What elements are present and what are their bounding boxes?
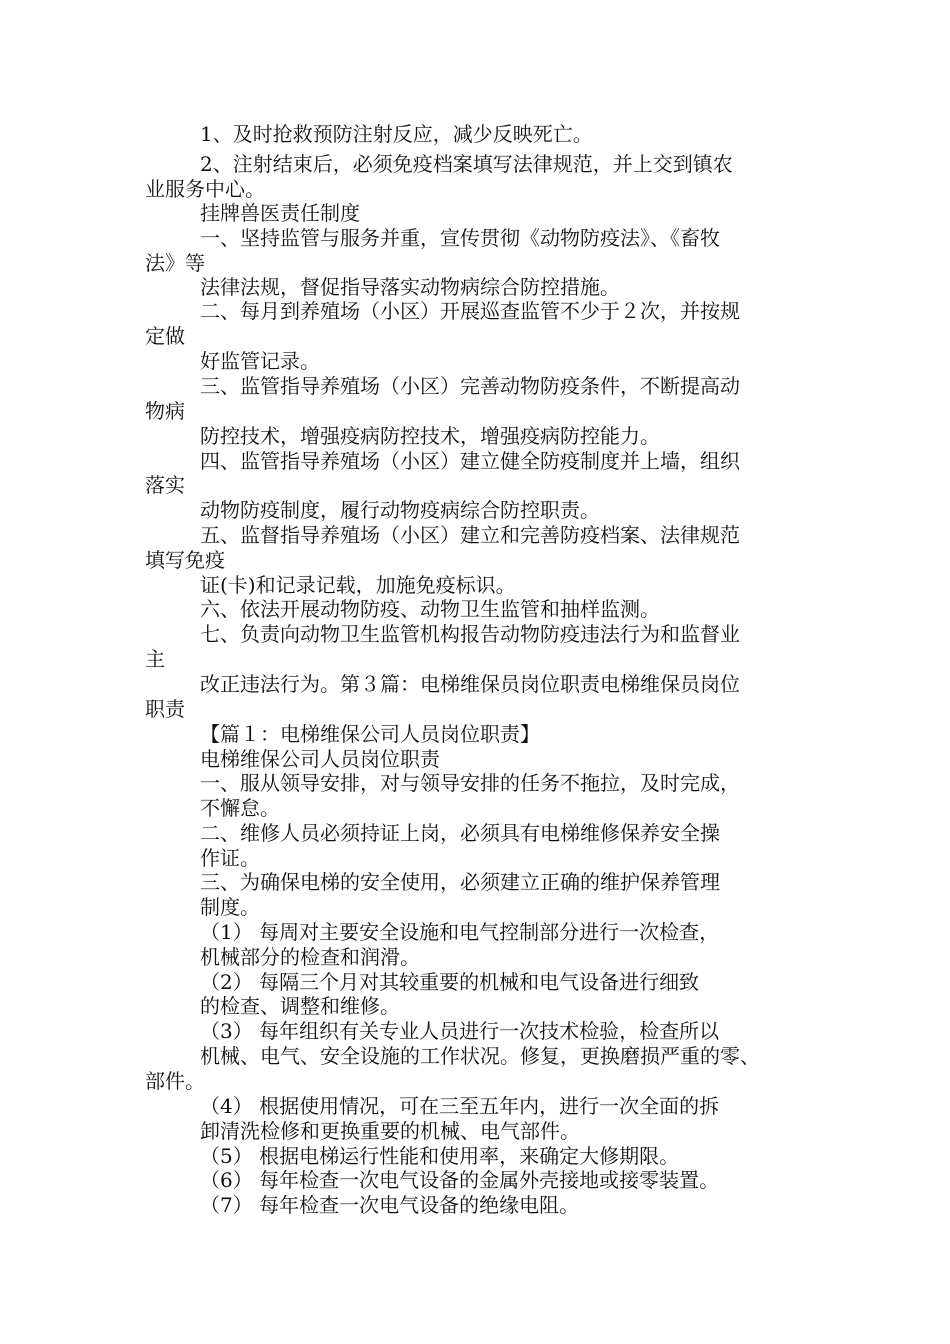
paragraph-line: 定做 — [145, 324, 185, 348]
list-item: （3） 每年组织有关专业人员进行一次技术检验，检查所以 — [200, 1019, 720, 1043]
paragraph-line: 三、监管指导养殖场（小区）完善动物防疫条件，不断提高动 — [200, 374, 740, 398]
paragraph-line: 一、服从领导安排，对与领导安排的任务不拖拉，及时完成， — [200, 771, 740, 795]
paragraph-line: 业服务中心。 — [145, 177, 265, 201]
paragraph-line: 落实 — [145, 473, 185, 497]
paragraph-line: 一、坚持监管与服务并重，宣传贯彻《动物防疫法》、《畜牧 — [200, 226, 720, 250]
paragraph-line: 2、注射结束后，必须免疫档案填写法律规范，并上交到镇农 — [200, 152, 733, 176]
list-item: （2） 每隔三个月对其较重要的机械和电气设备进行细致 — [200, 970, 700, 994]
list-item: （1） 每周对主要安全设施和电气控制部分进行一次检查， — [200, 920, 720, 944]
paragraph-line: 证(卡)和记录记载，加施免疫标识。 — [200, 573, 516, 597]
paragraph-line: 物病 — [145, 399, 185, 423]
section-heading: 电梯维保公司人员岗位职责 — [200, 747, 440, 771]
paragraph-line: 法》等 — [145, 251, 205, 275]
paragraph-line: 五、监督指导养殖场（小区）建立和完善防疫档案、法律规范 — [200, 523, 740, 547]
list-item: （6） 每年检查一次电气设备的金属外壳接地或接零装置。 — [200, 1168, 720, 1192]
section-heading: 【篇１：电梯维保公司人员岗位职责】 — [200, 722, 540, 746]
list-item-continuation: 机械、电气、安全设施的工作状况。修复，更换磨损严重的零、 — [200, 1044, 760, 1068]
list-item-continuation: 部件。 — [145, 1069, 205, 1093]
paragraph-line: 防控技术，增强疫病防控技术，增强疫病防控能力。 — [200, 424, 660, 448]
paragraph-line: 四、监管指导养殖场（小区）建立健全防疫制度并上墙，组织 — [200, 449, 740, 473]
paragraph-line: 好监管记录。 — [200, 349, 320, 373]
paragraph-line: 填写免疫 — [145, 548, 225, 572]
list-item: （7） 每年检查一次电气设备的绝缘电阻。 — [200, 1193, 580, 1217]
list-item-continuation: 卸清洗检修和更换重要的机械、电气部件。 — [200, 1119, 580, 1143]
paragraph-line: 职责 — [145, 697, 185, 721]
paragraph-line: 法律法规，督促指导落实动物病综合防控措施。 — [200, 275, 620, 299]
paragraph-line: 不懈怠。 — [200, 796, 280, 820]
paragraph-line: 作证。 — [200, 846, 260, 870]
paragraph-line: 动物防疫制度，履行动物疫病综合防控职责。 — [200, 498, 600, 522]
paragraph-line: 制度。 — [200, 895, 260, 919]
section-heading: 挂牌兽医责任制度 — [200, 201, 360, 225]
paragraph-line: 1、及时抢救预防注射反应，减少反映死亡。 — [200, 122, 593, 146]
list-item-continuation: 机械部分的检查和润滑。 — [200, 945, 420, 969]
paragraph-line: 七、负责向动物卫生监管机构报告动物防疫违法行为和监督业 — [200, 622, 740, 646]
list-item: （4） 根据使用情况，可在三至五年内，进行一次全面的拆 — [200, 1094, 720, 1118]
paragraph-line: 二、每月到养殖场（小区）开展巡查监管不少于２次，并按规 — [200, 299, 740, 323]
list-item-continuation: 的检查、调整和维修。 — [200, 994, 400, 1018]
paragraph-line: 六、依法开展动物防疫、动物卫生监管和抽样监测。 — [200, 597, 660, 621]
list-item: （5） 根据电梯运行性能和使用率，来确定大修期限。 — [200, 1144, 680, 1168]
paragraph-line: 主 — [145, 647, 165, 671]
paragraph-line: 改正违法行为。第３篇：电梯维保员岗位职责电梯维保员岗位 — [200, 672, 740, 696]
paragraph-line: 三、为确保电梯的安全使用，必须建立正确的维护保养管理 — [200, 870, 720, 894]
paragraph-line: 二、维修人员必须持证上岗，必须具有电梯维修保养安全操 — [200, 821, 720, 845]
